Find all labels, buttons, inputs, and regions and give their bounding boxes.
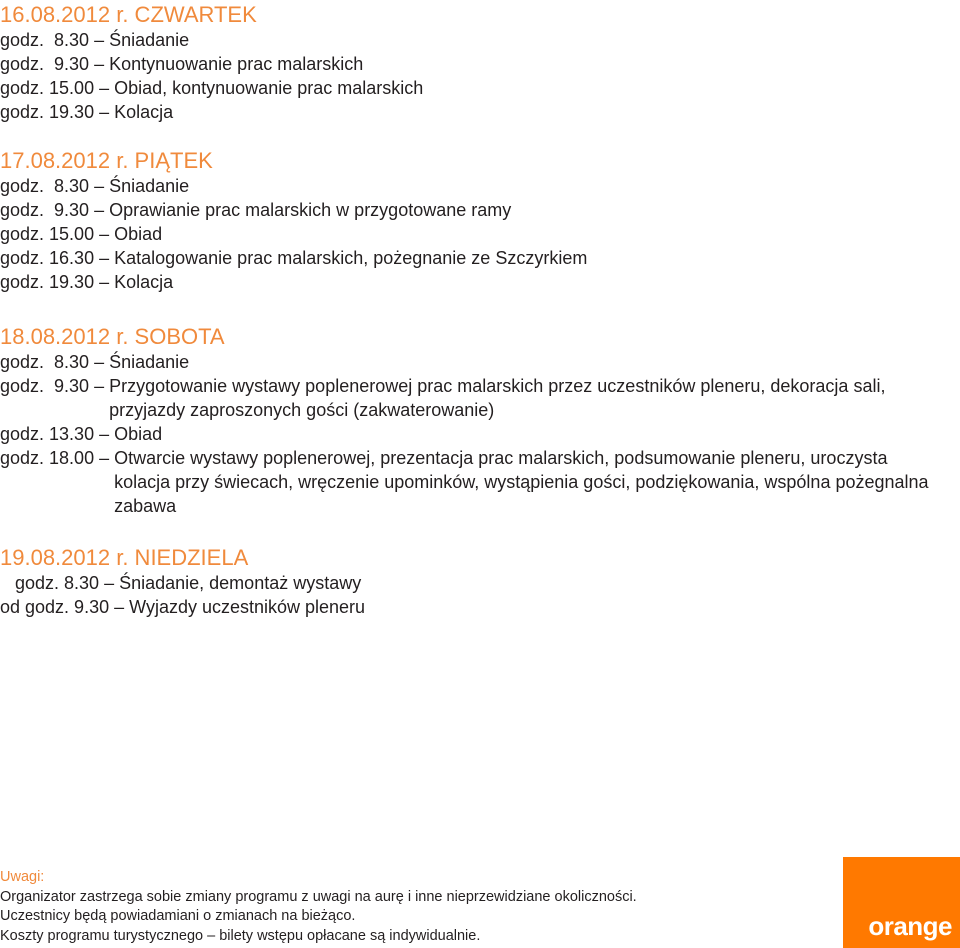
dash: –	[89, 200, 110, 220]
description: Oprawianie prac malarskich w przygotowane ramy	[109, 200, 512, 220]
description: Otwarcie wystawy poplenerowej, prezentacja prac malarskich, podsumowanie pleneru, uroczysta kolacja przy świecach, wręczenie upominków, wystąpienia gości, podziękowania, wspólna pożegnalna zabawa	[114, 448, 929, 516]
day-sunday	[0, 545, 940, 619]
dash: –	[94, 78, 115, 98]
dash: –	[109, 597, 130, 617]
time: godz. 8.30	[0, 30, 90, 50]
time: od godz. 9.30	[0, 597, 110, 617]
time: godz. 19.30	[0, 272, 95, 292]
schedule-row	[0, 174, 940, 198]
time: godz. 15.00	[0, 78, 95, 98]
description: Obiad	[114, 224, 163, 244]
schedule-list	[0, 571, 940, 619]
note-line: Organizator zastrzega sobie zmiany programu z uwagi na aurę i inne nieprzewidziane okoliczności.	[0, 888, 637, 905]
time: godz. 8.30	[0, 573, 100, 593]
schedule-row	[0, 28, 940, 52]
time: godz. 8.30	[0, 352, 90, 372]
schedule-list	[0, 28, 940, 124]
time: godz. 9.30	[0, 376, 90, 396]
schedule-row	[0, 422, 940, 446]
schedule-row	[0, 198, 940, 222]
note-line: Koszty programu turystycznego – bilety wstępu opłacane są indywidualnie.	[0, 927, 481, 944]
description: Śniadanie	[109, 176, 190, 196]
description: Śniadanie, demontaż wystawy	[119, 573, 362, 593]
dash: –	[89, 376, 110, 396]
time: godz. 15.00	[0, 224, 95, 244]
dash: –	[99, 573, 120, 593]
dash: –	[89, 176, 110, 196]
dash: –	[94, 248, 115, 268]
schedule-list	[0, 174, 940, 294]
description: Śniadanie	[109, 30, 190, 50]
day-header: 16.08.2012 r. CZWARTEK	[0, 2, 257, 27]
notes	[0, 868, 820, 946]
description: Kontynuowanie prac malarskich	[109, 54, 364, 74]
schedule-row	[0, 100, 940, 124]
schedule-row	[0, 350, 940, 374]
orange-logo	[843, 857, 960, 948]
description: Obiad	[114, 424, 163, 444]
day-friday	[0, 148, 940, 294]
dash: –	[94, 448, 115, 468]
logo-text: orange	[868, 911, 952, 941]
schedule-row	[0, 270, 940, 294]
time: godz. 9.30	[0, 200, 90, 220]
description: Katalogowanie prac malarskich, pożegnanie ze Szczyrkiem	[114, 248, 588, 268]
time: godz. 16.30	[0, 248, 95, 268]
notes-heading: Uwagi:	[0, 869, 45, 885]
day-thursday	[0, 2, 940, 124]
description: Kolacja	[114, 102, 174, 122]
dash: –	[94, 224, 115, 244]
schedule-row	[0, 52, 940, 76]
dash: –	[94, 272, 115, 292]
dash: –	[94, 424, 115, 444]
schedule-row	[0, 595, 940, 619]
time: godz. 13.30	[0, 424, 95, 444]
schedule-row	[0, 374, 940, 422]
day-saturday	[0, 324, 940, 518]
schedule-row	[0, 446, 940, 518]
dash: –	[89, 54, 110, 74]
dash: –	[89, 30, 110, 50]
schedule-row	[0, 222, 940, 246]
description: Przygotowanie wystawy poplenerowej prac malarskich przez uczestników pleneru, dekoracja sali, przyjazdy zaproszonych gości (zakwaterowanie)	[109, 376, 886, 420]
time: godz. 19.30	[0, 102, 95, 122]
schedule-list	[0, 350, 940, 518]
day-header: 17.08.2012 r. PIĄTEK	[0, 148, 213, 173]
time: godz. 9.30	[0, 54, 90, 74]
time: godz. 18.00	[0, 448, 95, 468]
day-header: 18.08.2012 r. SOBOTA	[0, 324, 225, 349]
day-header: 19.08.2012 r. NIEDZIELA	[0, 545, 249, 570]
description: Wyjazdy uczestników pleneru	[129, 597, 366, 617]
dash: –	[89, 352, 110, 372]
description: Śniadanie	[109, 352, 190, 372]
time: godz. 8.30	[0, 176, 90, 196]
description: Kolacja	[114, 272, 174, 292]
schedule-row	[0, 571, 940, 595]
description: Obiad, kontynuowanie prac malarskich	[114, 78, 424, 98]
schedule-row	[0, 246, 940, 270]
dash: –	[94, 102, 115, 122]
schedule-row	[0, 76, 940, 100]
note-line: Uczestnicy będą powiadamiani o zmianach na bieżąco.	[0, 908, 356, 924]
